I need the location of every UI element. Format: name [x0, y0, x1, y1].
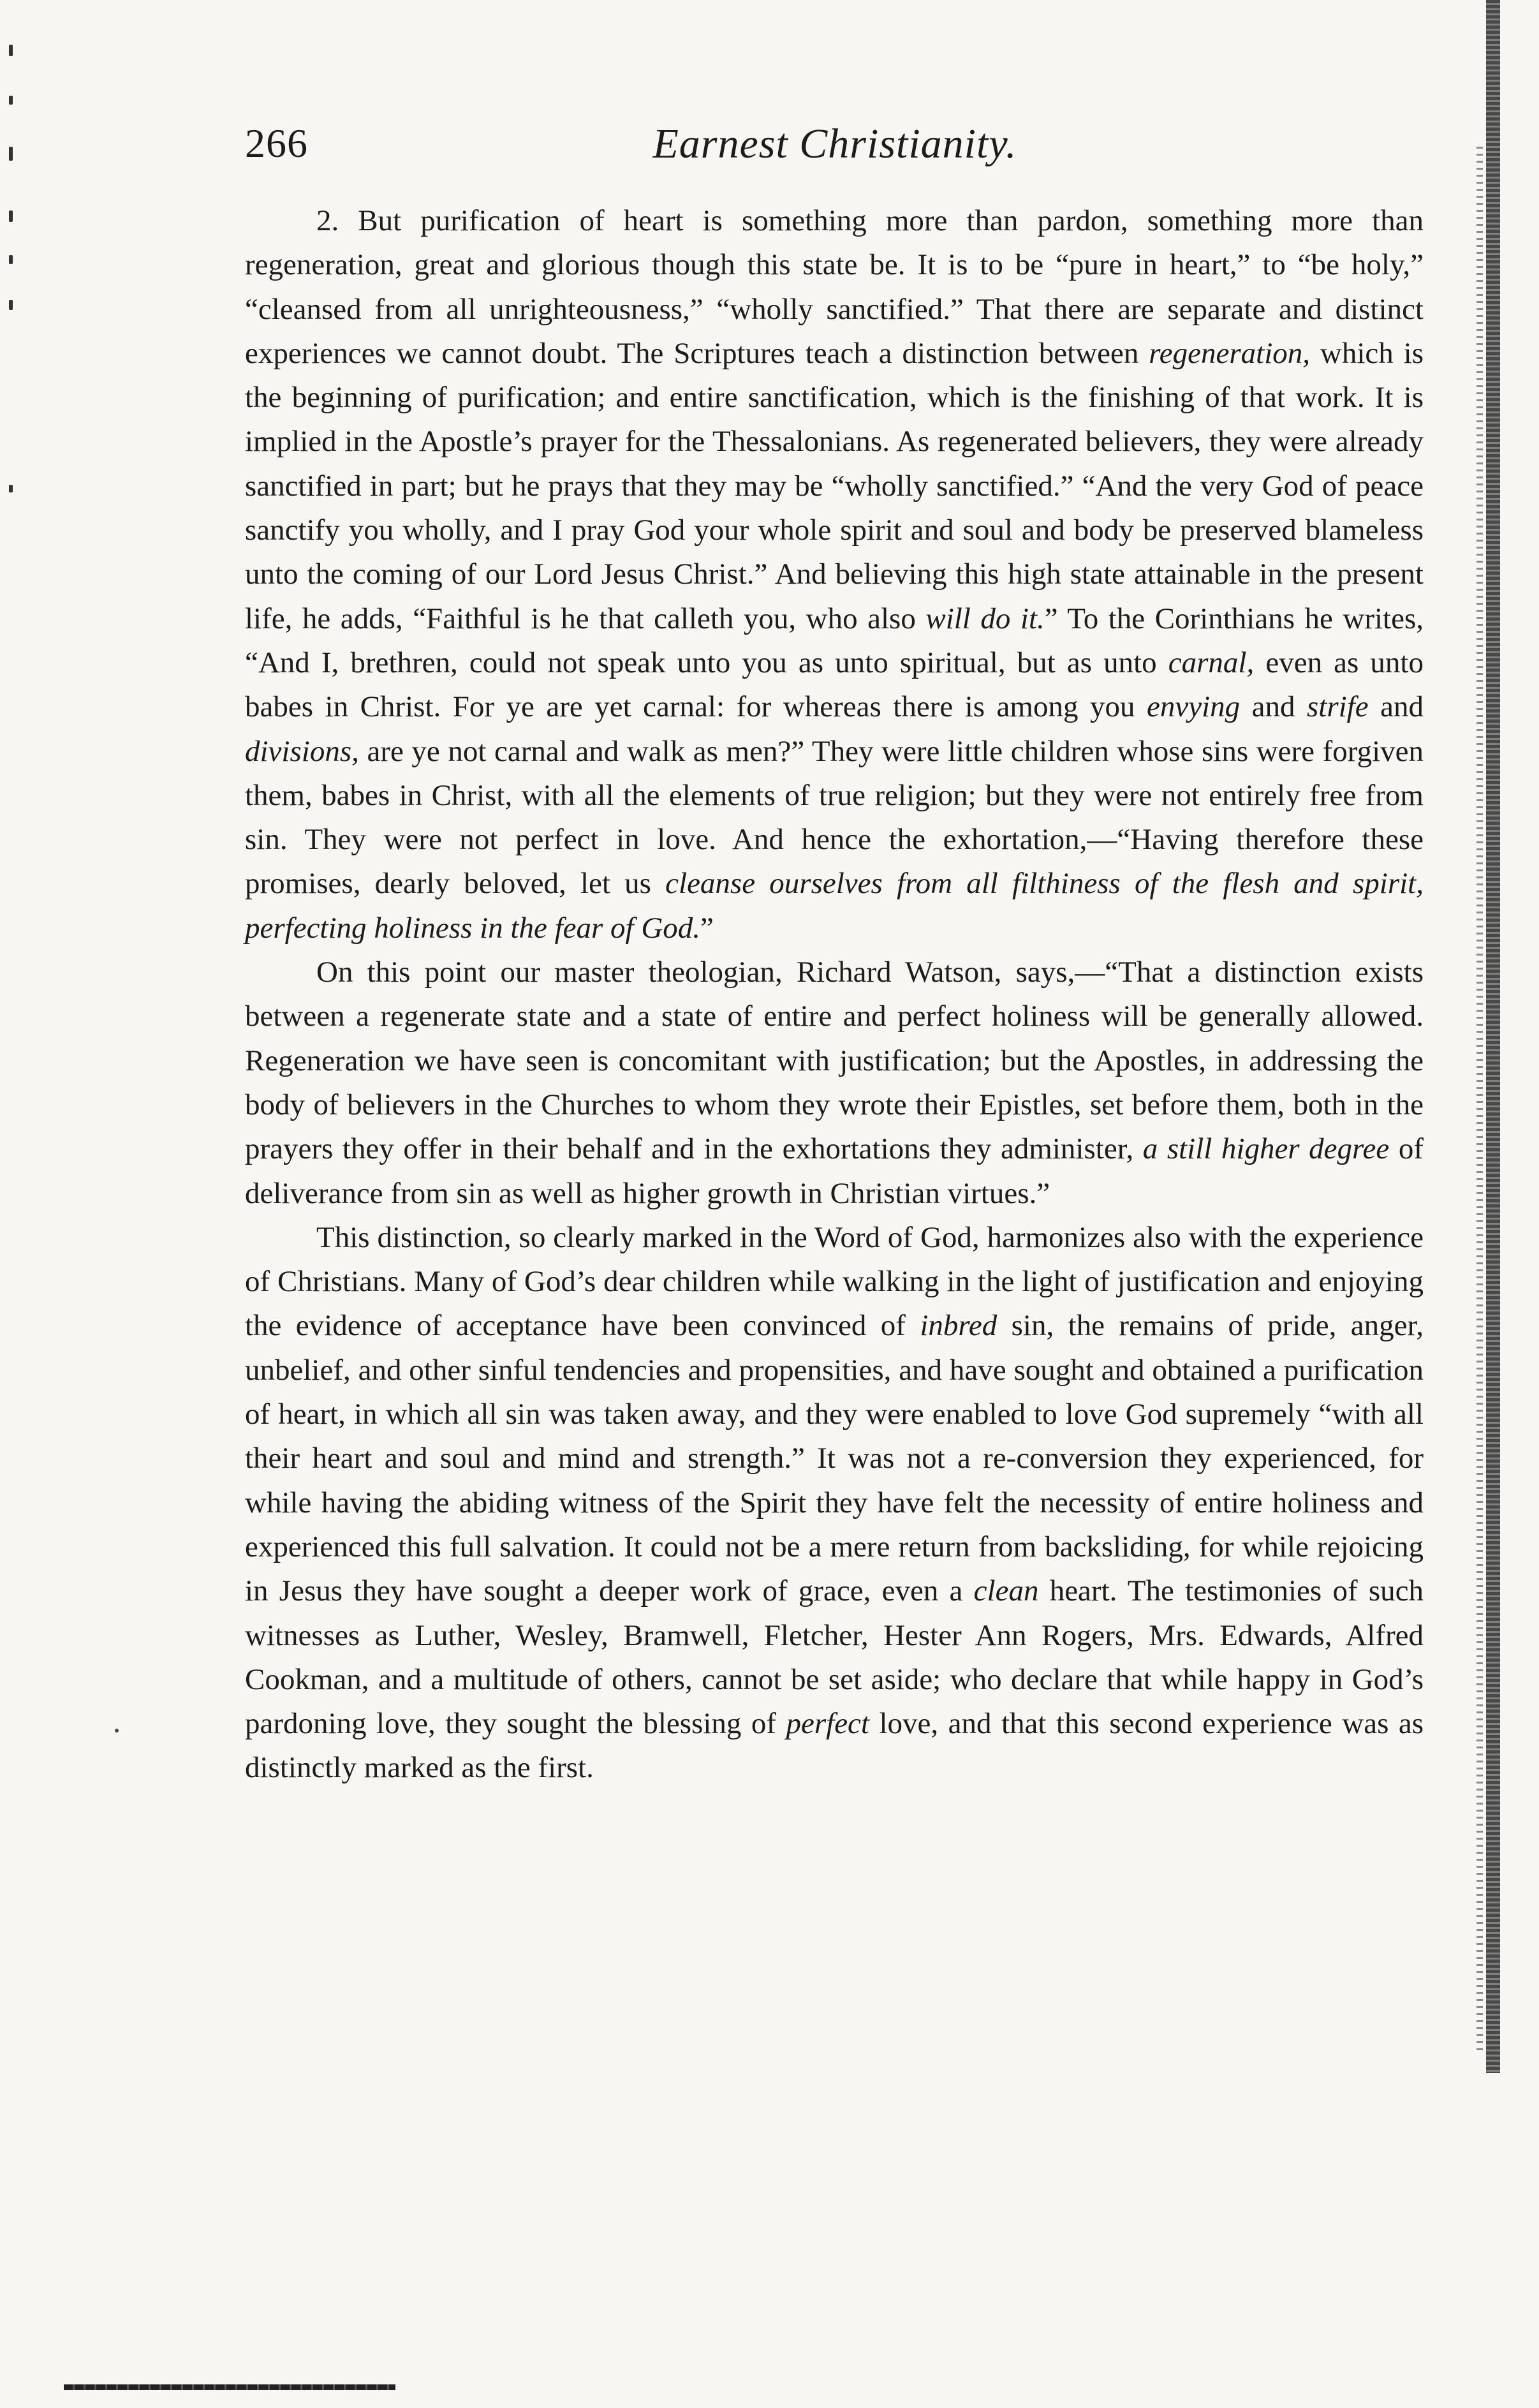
page-edge-shadow	[1476, 147, 1483, 2054]
margin-mark	[9, 45, 13, 56]
text-run: which is the beginning of purification; and entire sanctification, which is the finishing of that work. It is implied in the Apostle’s prayer for the Thessalonians. As regenerated believers, they were already sanctified in part; but he prays that they may be “wholly sanctified.” “And the very God of peace sanctify you wholly, and I pray God your whole spirit and soul and body be preserved blameless unto the coming of our Lord Jesus Christ.” And believing this high state attainable in the present life, he adds, “Faithful is he that calleth you, who also	[245, 336, 1424, 635]
text-run: are ye not carnal and walk as men?” They were little children whose sins were forgiven them, babes in Christ, with all the elements of true religion; but they were not entirely free from sin. They were not perfect in love. And hence the exhortation,—“Having therefore these promises, dearly beloved, let us	[245, 734, 1424, 901]
emphasis-text: divisions,	[245, 734, 359, 768]
page-edge-binding	[1486, 0, 1500, 2073]
text-run: On this point our master theologian, Richard Watson, says,—“That a distinction exists between a regenerate state and a state of entire and perfect holiness will be generally allowed. Regeneration we have seen is concomitant with justification; but the Apostles, in addressing the body of believers in the Churches to whom they wrote their Epistles, set before them, both in the prayers they offer in their behalf and in the exhortations they administer,	[245, 956, 1424, 1166]
text-run: and	[1240, 690, 1307, 724]
text-run: love, and that this second experience was as distinctly marked as the first.	[245, 1707, 1424, 1785]
text-run: ”	[700, 911, 714, 945]
page-header	[245, 120, 1425, 177]
paragraph-experience	[245, 1216, 1424, 1791]
bottom-scan-rule	[64, 2384, 395, 2390]
emphasis-text: inbred	[920, 1309, 998, 1343]
emphasis-text: perfect	[786, 1707, 869, 1741]
text-run: of deliverance from sin as well as higher growth in Christian virtues.”	[245, 1132, 1424, 1210]
text-run: and	[1368, 690, 1424, 724]
stray-dot	[115, 1729, 119, 1732]
emphasis-text: clean	[973, 1574, 1039, 1608]
paragraph-watson-quote	[245, 950, 1424, 1216]
text-run: heart. The testimonies of such witnesses as Luther, Wesley, Bramwell, Fletcher, Hester Ann Rogers, Mrs. Edwards, Alfred Cookman, and a multitude of others, cannot be set aside; who declare that while happy in God’s pardoning love, they sought the blessing of	[245, 1574, 1424, 1741]
text-run: even as unto babes in Christ. For ye are yet carnal: for whereas there is among you	[245, 646, 1424, 724]
text-run: sin, the remains of pride, anger, unbelief, and other sinful tendencies and propensities, and have sought and obtained a purification of heart, in which all sin was taken away, and they were enabled to love God supremely “with all their heart and soul and mind and strength.” It was not a re-conversion they experienced, for while having the abiding witness of the Spirit they have felt the necessity of entire holiness and experienced this full salvation. It could not be a mere return from backsliding, for while rejoicing in Jesus they have sought a deeper work of grace, even a	[245, 1309, 1424, 1608]
emphasis-text: a still higher degree	[1142, 1132, 1390, 1166]
text-run: ” To the Corinthians he writes, “And I, brethren, could not speak unto you as unto spiritual, but as unto	[245, 602, 1424, 679]
body-text	[245, 199, 1424, 1791]
emphasis-text: strife	[1306, 690, 1369, 724]
paragraph-purification	[245, 199, 1424, 950]
margin-mark	[9, 485, 13, 492]
margin-mark	[9, 255, 13, 264]
emphasis-text: will do it.	[925, 602, 1045, 635]
emphasis-text: envying	[1146, 690, 1241, 724]
page-number: 266	[245, 121, 308, 166]
margin-mark	[9, 211, 13, 222]
emphasis-text: cleanse ourselves from all filthiness of the flesh and spirit, perfecting holiness in the fear of God.	[245, 867, 1424, 945]
emphasis-text: regeneration,	[1149, 336, 1311, 370]
running-title: Earnest Christianity.	[652, 121, 1017, 167]
margin-mark	[9, 147, 13, 161]
margin-mark	[9, 300, 13, 310]
emphasis-text: carnal,	[1168, 646, 1255, 679]
text-run: 2. But purification of heart is something more than pardon, something more than regeneration, great and glorious though this state be. It is to be “pure in heart,” to “be holy,” “cleansed from all unrighteousness,” “wholly sanctified.” That there are separate and distinct experiences we cannot doubt. The Scriptures teach a distinction between	[245, 204, 1424, 370]
margin-mark	[9, 96, 13, 105]
text-run: This distinction, so clearly marked in the Word of God, harmonizes also with the experience of Christians. Many of God’s dear children while walking in the light of justification and enjoying the evidence of acceptance have been convinced of	[245, 1220, 1424, 1343]
